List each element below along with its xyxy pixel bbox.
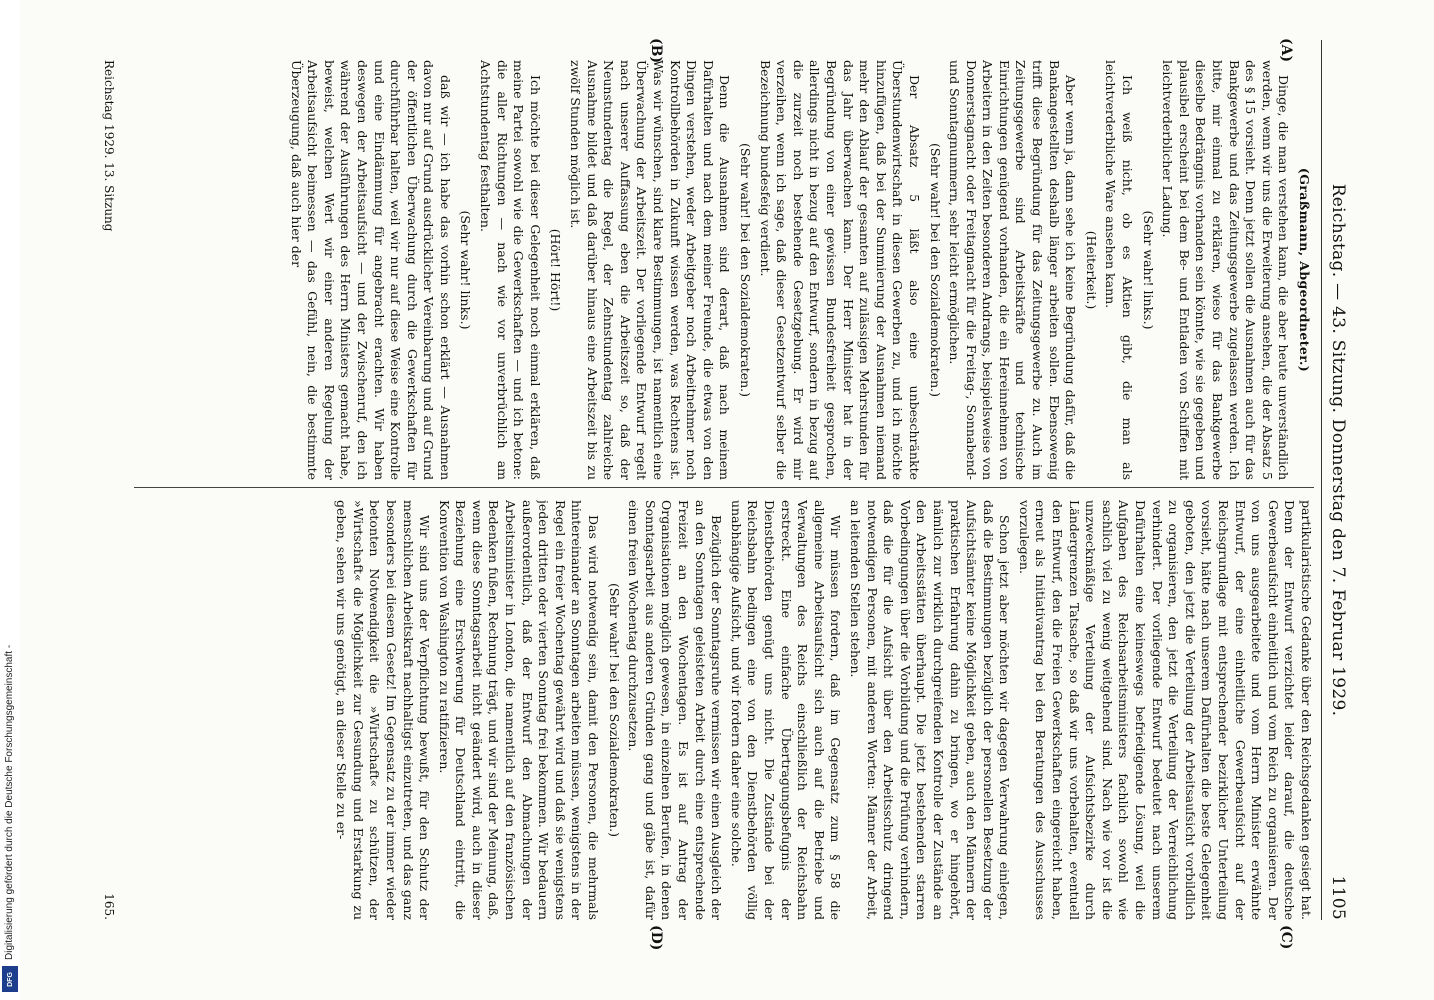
paragraph: Dinge, die man verstehen kann, die aber heute unverständlich werden, wenn wir uns die Erweiterung ansehen, die der Absatz 5 des § 15 vorsieht. Denn jetzt sollen die Ausnahmen auch für das Bankgewerbe und das Zeitungsgewerbe zugelassen werden. Ich bitte, mir einmal zu erklären, wieso für das Bankgewerbe dieselbe Bedrängnis vorhanden sein könnte, wie sie gegeben und plausibel erscheint bei dem Be- und Entladen von Schiffen mit leichtverderblicher Ladung. <box>1160 60 1292 480</box>
dfg-logo-text: DFG <box>6 971 14 987</box>
paragraph: Bezüglich der Sonntagsruhe vermissen wir einen Ausgleich der an den Sonntagen geleisteten Arbeit durch eine entsprechende Freizeit an den Wochentagen. Es ist auf Antrag der Organisationen möglich gewesen, in einzelnen Berufen, in denen Sonntagsarbeit aus anderen Gründen gang und gäbe ist, dafür einen freien Wochentag durchzusetzen. <box>626 500 725 920</box>
interjection: (Sehr wahr! links.) <box>458 210 474 330</box>
paragraph: daß wir — ich habe das vorhin schon erklärt — Ausnahmen davon nur auf Grund ausdrücklicher Vereinbarung und auf Grund der öffentlichen Überwachung durch die Gewerkschaften für durchführbar halten, weil wir nur auf diese Weise eine Kontrolle und eine Eindämmung für angebracht erachten. Wir haben deswegen der Arbeitsaufsicht — und der Zwischenruf, den ich während der Ausführungen des Herrn Ministers gemacht habe, beweist, welchen Wert wir einer anderen Regelung der Arbeitsaufsicht beimessen — das Gefühl, nein, die bestimmte Überzeugung, daß auch hier der <box>288 60 453 480</box>
paragraph: Ich möchte bei dieser Gelegenheit noch einmal erklären, daß meine Partei sowohl wie die Gewerkschaften — und ich betone: die aller Richtungen — nach wie vor unverbrüchlich am Achtstundentag festhalten. <box>478 60 543 480</box>
footer-session: Reichstag 1929. 13. Sitzung <box>102 60 116 232</box>
paragraph: Ich weiß nicht, ob es Aktien gibt, die man als leichtverderbliche Ware ansehen kann. <box>1103 60 1136 480</box>
paragraph: Der Absatz 5 läßt also eine unbeschränkte Überstundenwirtschaft in diesen Gewerben zu, und ich möchte hinzufügen, daß bei der Summierung der Ausnahmen niemand mehr den Ablauf der gesamten auf zulässigen Mehrstunden für das Jahr überwachen kann. Der Herr Minister hat in der Begründung von einer gewissen Bundesfreiheit gesprochen, allerdings nicht in bezug auf den Entwurf, sondern in bezug auf die zurzeit noch bestehende Gesetzgebung. Er wird mir verzeihen, wenn ich sage, daß dieser Gesetzentwurf selber die Bezeichnung bundesfeig verdient. <box>757 60 922 480</box>
interjection: (Hört! Hört!) <box>548 228 564 312</box>
paragraph: Aber wenn ja, dann sehe ich keine Begründung dafür, daß die Bankangestellten deshalb länger arbeiten sollen. Ebensowenig trifft diese Begründung für das Zeitungsgewerbe zu. Auch im Zeitungsgewerbe sind Arbeitskräfte und technische Einrichtungen genügend vorhanden, die ein Hereinnehmen von Arbeitern in den Zeiten besonderen Andrangs, beispielsweise von Donnerstagnacht oder Freitagnacht für die Freitag-, Sonnabend- und Sonntagnummern, sehr leicht ermöglichen. <box>947 60 1079 480</box>
interjection: (Sehr wahr! bei den Sozialdemokraten.) <box>606 582 622 838</box>
page-number: 1105 <box>1328 875 1348 920</box>
footer-sheet-number: 165. <box>102 893 116 920</box>
interjection: (Heiterkeit.) <box>1083 230 1099 310</box>
paragraph: partikularistische Gedanke über den Reichsgedanken gesiegt hat. Denn der Entwurf verzichtet leider darauf, die deutsche Gewerbeaufsicht einheitlich und vom Reich zu organisieren. Der von uns ausgearbeitete und vom Herrn Minister erwähnte Entwurf, der eine einheitliche Gewerbeaufsicht auf der Reichsgrundlage mit entsprechender bezirklicher Unterteilung vorsieht, hätte nach unserem Dafürhalten die beste Gelegenheit geboten, den jetzt die Verteilung der Arbeitsaufsicht vorbildlich zu organisieren, den jetzt die Verteilung der Verreichlichung verhindert. Der vorliegende Entwurf bedeutet nach unserem Dafürhalten eine keineswegs befriedigende Lösung, weil die Aufgaben des Reichsarbeitsministers fachlich sowohl wie sachlich viel zu wenig weitgehend sind. Nach wie vor ist die unzweckmäßige Verteilung der Aufsichtsbezirke durch Ländergrenzen Tatsache, so daß wir uns vorbehalten, eventuell den Entwurf, den die Freien Gewerkschaften eingereicht haben, erneut als Initiativantrag bei den Beratungen des Ausschusses vorzulegen. <box>1016 500 1314 920</box>
header-rule <box>1321 40 1322 920</box>
paragraph: Denn die Ausnahmen sind derart, daß nach meinem Dafürhalten und nach dem meiner Freunde, die etwas von den Dingen verstehen, weder Arbeitgeber noch Arbeitnehmer noch Kontrollbehörden in Zukunft wissen werden, was Rechtens ist. Was wir wünschen, sind klare Bestimmungen, ist namentlich eine Überwachung der Arbeitszeit. Der vorliegende Entwurf regelt nach unserer Auffassung eben die Arbeitszeit so, daß der Neunstundentag die Regel, der Zehnstundentag zahlreiche Ausnahme bildet und daß darüber hinaus eine Arbeitszeit bis zu zwölf Stunden möglich ist. <box>568 60 733 480</box>
interjection: (Sehr wahr! bei den Sozialdemokraten.) <box>738 142 753 398</box>
margin-marker-b: (B) <box>648 38 664 64</box>
paragraph: Wir sind uns der Verpflichtung bewußt, für den Schutz der menschlichen Arbeitskraft nachhaltigst einzutreten, und das ganz besonders bei diesem Gesetz! Im Gegensatz zu der immer wieder betonten Notwendigkeit die »Wirtschaft« zu schützen, der »Wirtschaft« die Möglichkeit zur Gesundung und Erstarkung zu geben, sehen wir uns genötigt, an dieser Stelle zu er- <box>334 500 433 920</box>
interjection: (Sehr wahr! bei den Sozialdemokraten.) <box>927 142 943 398</box>
right-column <box>134 500 1314 920</box>
margin-marker-c: (C) <box>1278 925 1294 950</box>
interjection: (Sehr wahr! links.) <box>1140 210 1156 330</box>
margin-marker-a: (A) <box>1278 38 1294 63</box>
margin-marker-d: (D) <box>648 925 664 951</box>
header-title: Reichstag. — 43. Sitzung. Donnerstag den 7. Februar 1929. <box>1328 183 1348 717</box>
left-column <box>134 60 1314 480</box>
digitization-sidebar <box>0 0 20 1000</box>
paragraph: Wir müssen fordern, daß im Gegensatz zum § 58 die allgemeine Arbeitsaufsicht sich auch auf die Betriebe und Verwaltungen des Reichs einschließlich der Reichsbahn erstreckt. Eine einfache Übertragungsbefugnis der Dienstbehörden genügt uns nicht. Die Zustände bei der Reichsbahn bedingen eine von den Dienstbehörden völlig unabhängige Aufsicht, und wir fordern daher eine solche. <box>728 500 844 920</box>
page-footer <box>102 60 116 920</box>
paragraph: Schon jetzt aber möchten wir dagegen Verwahrung einlegen, daß die Bestimmungen bezüglich der personellen Besetzung der Aufsichtsämter keine Möglichkeit geben, auch den Männern der praktischen Erfahrung dahin zu bringen, wo er hingehört, nämlich zur wirklich durchgreifenden Kontrolle der Zustände an den Arbeitsstätten überhaupt. Die jetzt bestehenden starren Vorbedingungen über die Vorbildung und die Prüfung verhindern, daß die für die Aufsicht über den Arbeitsschutz dringend notwendigen Personen, mit anderen Worten: Männer der Arbeit, an leitenden Stellen stehen. <box>847 500 1013 920</box>
dfg-credit-text: Digitalisierung gefördert durch die Deutsche Forschungsgemeinschaft - <box>4 644 15 960</box>
page-header <box>1326 40 1350 920</box>
speaker-name: (Graßmann, Abgeordneter.) <box>1297 167 1312 373</box>
dfg-logo-icon <box>2 966 18 992</box>
column-rule <box>134 487 1314 488</box>
paragraph: Das wird notwendig sein, damit den Personen, die mehrmals hintereinander an Sonntagen arbeiten müssen, wenigstens in der Regel ein freier Wochentag gewährt wird und daß sie wenigstens jeden dritten oder vierten Sonntag frei bekommen. Wir bedauern außerordentlich, daß der Entwurf den Abmachungen der Arbeitsminister in London, die namentlich auf den französischen Bedenken fußen, Rechnung trägt, und wir sind der Meinung, daß, wenn diese Sonntagsarbeit nicht geändert wird, auch in dieser Beziehung eine Erschwerung für Deutschland eintritt, die Konvention von Washington zu ratifizieren. <box>436 500 602 920</box>
